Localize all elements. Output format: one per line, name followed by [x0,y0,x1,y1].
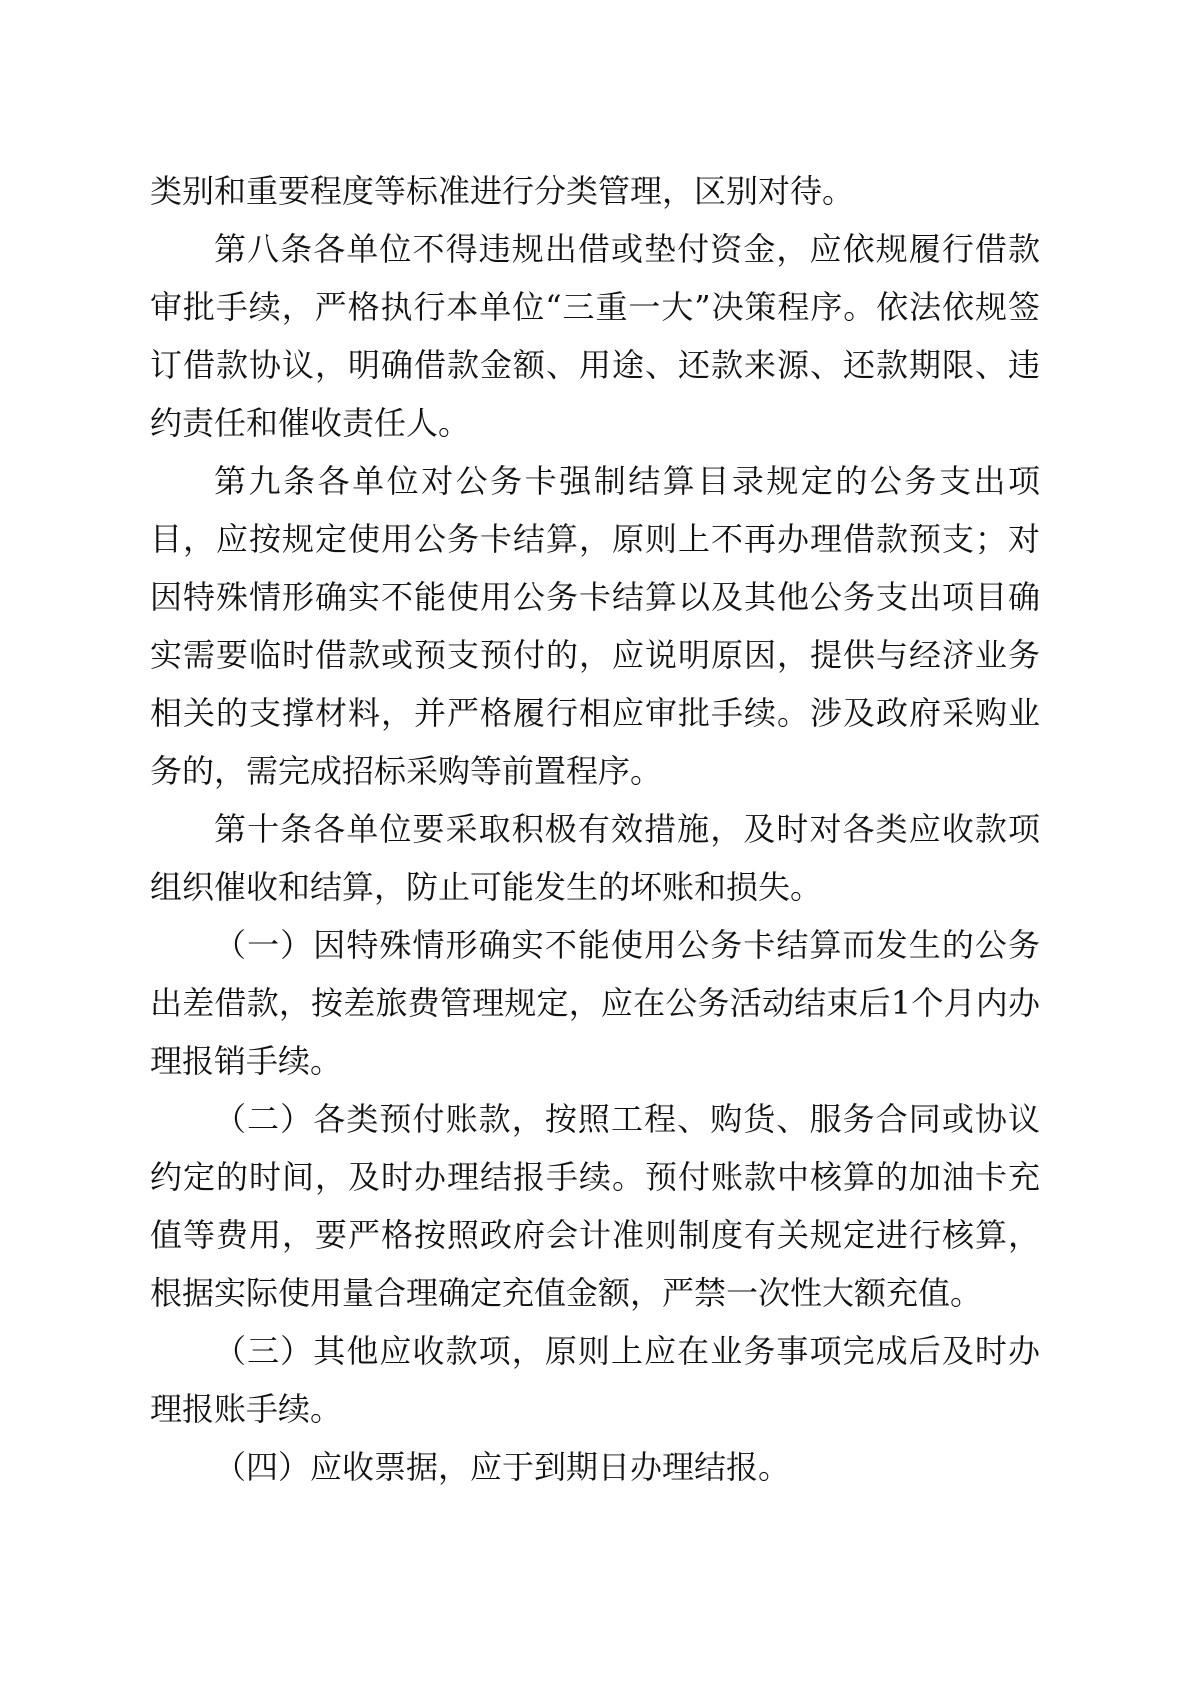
paragraph-continuation: 类别和重要程度等标准进行分类管理，区别对待。 [150,172,855,210]
paragraph-item-3: （三）其他应收款项，原则上应在业务事项完成后及时办理报账手续。 [150,1332,1040,1428]
document-body [150,162,1040,1496]
paragraph-article-10: 第十条各单位要采取积极有效措施，及时对各类应收款项组织催收和结算，防止可能发生的坏账和损失。 [150,810,1040,906]
paragraph-item-4: （四）应收票据，应于到期日办理结报。 [214,1448,791,1486]
paragraph-article-8: 第八条各单位不得违规出借或垫付资金，应依规履行借款审批手续，严格执行本单位“三重一大”决策程序。依法依规签订借款协议，明确借款金额、用途、还款来源、还款期限、违约责任和催收责任人。 [150,230,1040,442]
paragraph-article-9: 第九条各单位对公务卡强制结算目录规定的公务支出项目，应按规定使用公务卡结算，原则上不再办理借款预支；对因特殊情形确实不能使用公务卡结算以及其他公务支出项目确实需要临时借款或预支预付的，应说明原因，提供与经济业务相关的支撑材料，并严格履行相应审批手续。涉及政府采购业务的，需完成招标采购等前置程序。 [150,462,1040,790]
paragraph-item-1: （一）因特殊情形确实不能使用公务卡结算而发生的公务出差借款，按差旅费管理规定，应在公务活动结束后1个月内办理报销手续。 [150,926,1040,1080]
paragraph-item-2: （二）各类预付账款，按照工程、购货、服务合同或协议约定的时间，及时办理结报手续。预付账款中核算的加油卡充值等费用，要严格按照政府会计准则制度有关规定进行核算，根据实际使用量合理确定充值金额，严禁一次性大额充值。 [150,1100,1040,1312]
